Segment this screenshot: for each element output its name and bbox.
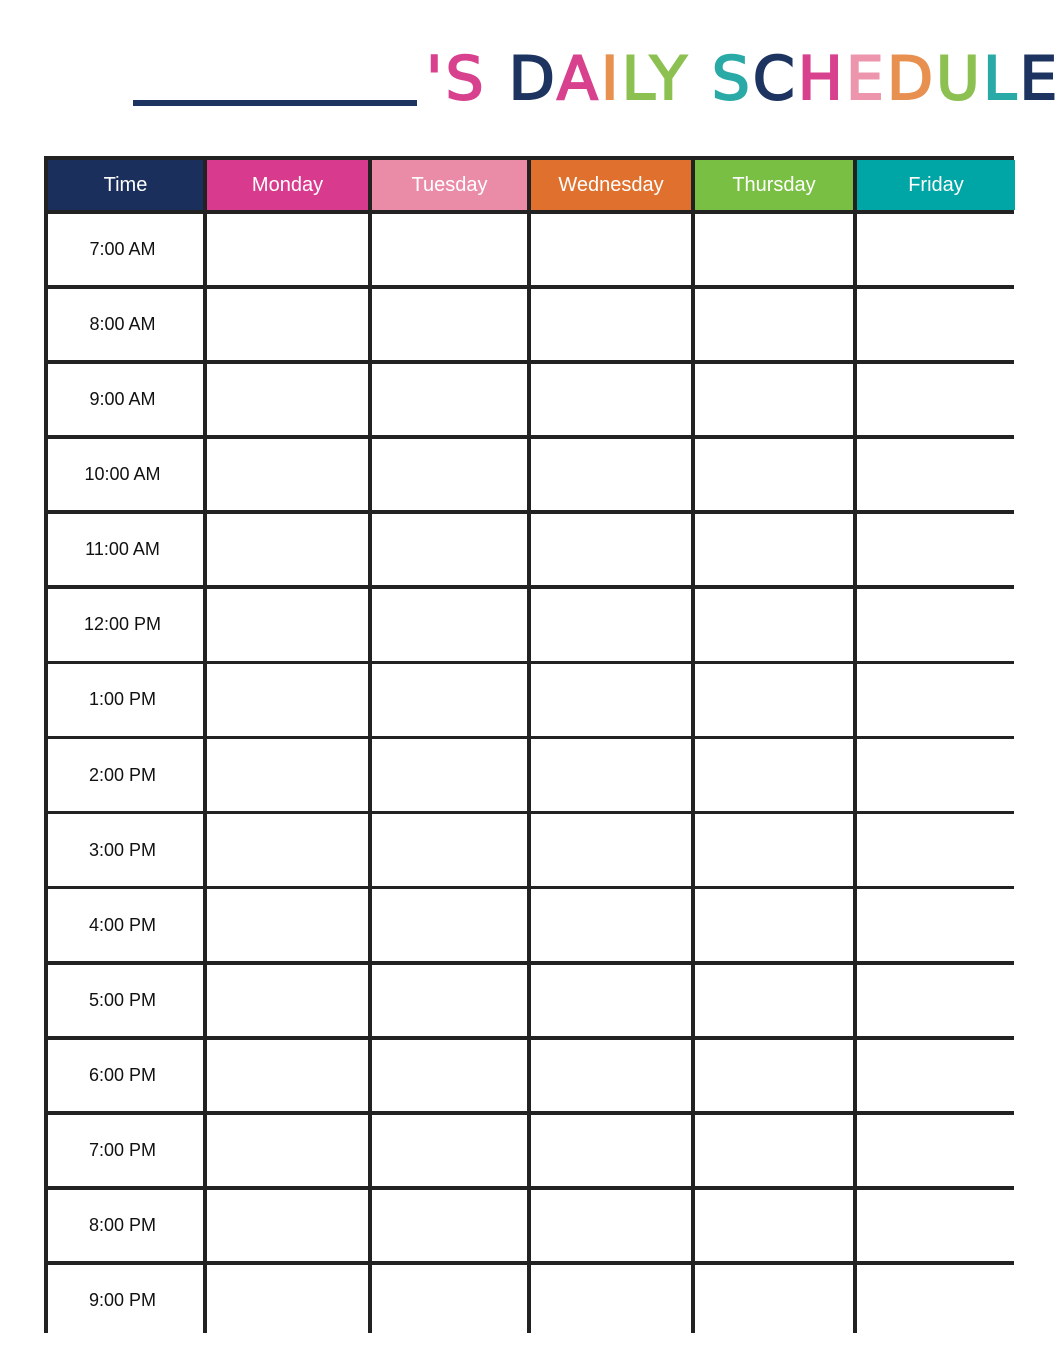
schedule-cell-tuesday[interactable]: [372, 1190, 527, 1262]
schedule-cell-monday[interactable]: [207, 364, 368, 436]
schedule-cell-friday[interactable]: [857, 664, 1015, 736]
schedule-cell-thursday[interactable]: [695, 1265, 853, 1337]
schedule-cell-monday[interactable]: [207, 589, 368, 661]
schedule-cell-tuesday[interactable]: [372, 664, 527, 736]
schedule-cell-thursday[interactable]: [695, 1190, 853, 1262]
schedule-cell-friday[interactable]: [857, 1115, 1015, 1187]
schedule-cell-thursday[interactable]: [695, 589, 853, 661]
title-letter: L: [982, 44, 1020, 114]
schedule-table: [44, 156, 1014, 1333]
time-label: 9:00 AM: [48, 364, 203, 436]
schedule-cell-tuesday[interactable]: [372, 739, 527, 811]
schedule-cell-wednesday[interactable]: [531, 1190, 691, 1262]
schedule-cell-wednesday[interactable]: [531, 214, 691, 286]
schedule-cell-thursday[interactable]: [695, 364, 853, 436]
schedule-cell-friday[interactable]: [857, 1040, 1015, 1112]
title-letter: D: [508, 44, 557, 114]
schedule-cell-wednesday[interactable]: [531, 814, 691, 886]
schedule-cell-thursday[interactable]: [695, 439, 853, 511]
title-letter: D: [886, 44, 937, 114]
title-letter: Y: [650, 44, 690, 114]
schedule-cell-friday[interactable]: [857, 889, 1015, 961]
schedule-cell-tuesday[interactable]: [372, 289, 527, 361]
time-label: 9:00 PM: [48, 1265, 203, 1337]
title-letter: [487, 44, 509, 114]
title-letter: L: [621, 44, 651, 114]
time-label: 6:00 PM: [48, 1040, 203, 1112]
schedule-cell-wednesday[interactable]: [531, 589, 691, 661]
schedule-cell-friday[interactable]: [857, 814, 1015, 886]
schedule-cell-friday[interactable]: [857, 289, 1015, 361]
header-wednesday: Wednesday: [531, 160, 691, 210]
schedule-cell-monday[interactable]: [207, 664, 368, 736]
title-letter: H: [797, 44, 846, 114]
schedule-cell-tuesday[interactable]: [372, 1115, 527, 1187]
schedule-cell-wednesday[interactable]: [531, 364, 691, 436]
time-label: 12:00 PM: [48, 589, 203, 661]
schedule-cell-tuesday[interactable]: [372, 439, 527, 511]
time-label: 1:00 PM: [48, 664, 203, 736]
time-label: 10:00 AM: [48, 439, 203, 511]
title-letter: S: [711, 44, 753, 114]
title-letter: U: [936, 44, 983, 114]
page-title: [426, 44, 1060, 114]
schedule-cell-thursday[interactable]: [695, 514, 853, 586]
schedule-cell-wednesday[interactable]: [531, 1040, 691, 1112]
schedule-cell-tuesday[interactable]: [372, 514, 527, 586]
title-letter: S: [445, 44, 487, 114]
schedule-cell-thursday[interactable]: [695, 664, 853, 736]
schedule-cell-monday[interactable]: [207, 289, 368, 361]
schedule-cell-monday[interactable]: [207, 439, 368, 511]
time-label: 7:00 AM: [48, 214, 203, 286]
time-label: 7:00 PM: [48, 1115, 203, 1187]
schedule-cell-thursday[interactable]: [695, 214, 853, 286]
header-tuesday: Tuesday: [372, 160, 527, 210]
title-letter: E: [845, 44, 887, 114]
schedule-cell-wednesday[interactable]: [531, 514, 691, 586]
time-label: 4:00 PM: [48, 889, 203, 961]
schedule-cell-monday[interactable]: [207, 1190, 368, 1262]
title-letter: I: [600, 44, 622, 114]
header-thursday: Thursday: [695, 160, 853, 210]
time-label: 3:00 PM: [48, 814, 203, 886]
header-time: Time: [48, 160, 203, 210]
schedule-cell-monday[interactable]: [207, 1115, 368, 1187]
schedule-cell-thursday[interactable]: [695, 289, 853, 361]
header-friday: Friday: [857, 160, 1015, 210]
schedule-cell-thursday[interactable]: [695, 1115, 853, 1187]
schedule-cell-friday[interactable]: [857, 965, 1015, 1037]
schedule-cell-friday[interactable]: [857, 364, 1015, 436]
schedule-cell-monday[interactable]: [207, 514, 368, 586]
schedule-cell-monday[interactable]: [207, 739, 368, 811]
schedule-cell-wednesday[interactable]: [531, 439, 691, 511]
time-label: 2:00 PM: [48, 739, 203, 811]
title-letter: C: [752, 44, 798, 114]
schedule-cell-wednesday[interactable]: [531, 664, 691, 736]
schedule-cell-friday[interactable]: [857, 589, 1015, 661]
schedule-cell-tuesday[interactable]: [372, 889, 527, 961]
title-letter: E: [1019, 44, 1060, 114]
schedule-cell-thursday[interactable]: [695, 965, 853, 1037]
schedule-cell-monday[interactable]: [207, 814, 368, 886]
schedule-cell-friday[interactable]: [857, 1190, 1015, 1262]
schedule-cell-tuesday[interactable]: [372, 814, 527, 886]
schedule-cell-thursday[interactable]: [695, 889, 853, 961]
schedule-cell-tuesday[interactable]: [372, 1040, 527, 1112]
schedule-cell-tuesday[interactable]: [372, 214, 527, 286]
schedule-cell-tuesday[interactable]: [372, 1265, 527, 1337]
schedule-cell-wednesday[interactable]: [531, 1115, 691, 1187]
title-letter: [690, 44, 712, 114]
schedule-cell-friday[interactable]: [857, 514, 1015, 586]
title-letter: ': [426, 44, 446, 114]
name-blank-line[interactable]: [133, 100, 417, 106]
time-label: 8:00 AM: [48, 289, 203, 361]
schedule-cell-monday[interactable]: [207, 889, 368, 961]
schedule-cell-friday[interactable]: [857, 1265, 1015, 1337]
schedule-cell-friday[interactable]: [857, 439, 1015, 511]
schedule-cell-tuesday[interactable]: [372, 364, 527, 436]
schedule-cell-monday[interactable]: [207, 214, 368, 286]
schedule-cell-thursday[interactable]: [695, 739, 853, 811]
time-label: 8:00 PM: [48, 1190, 203, 1262]
time-label: 5:00 PM: [48, 965, 203, 1037]
schedule-cell-monday[interactable]: [207, 965, 368, 1037]
schedule-cell-friday[interactable]: [857, 739, 1015, 811]
schedule-cell-tuesday[interactable]: [372, 589, 527, 661]
schedule-cell-thursday[interactable]: [695, 814, 853, 886]
schedule-cell-wednesday[interactable]: [531, 289, 691, 361]
schedule-cell-wednesday[interactable]: [531, 739, 691, 811]
schedule-cell-wednesday[interactable]: [531, 1265, 691, 1337]
schedule-cell-thursday[interactable]: [695, 1040, 853, 1112]
schedule-cell-tuesday[interactable]: [372, 965, 527, 1037]
schedule-cell-friday[interactable]: [857, 214, 1015, 286]
schedule-cell-wednesday[interactable]: [531, 965, 691, 1037]
schedule-cell-wednesday[interactable]: [531, 889, 691, 961]
time-label: 11:00 AM: [48, 514, 203, 586]
schedule-cell-monday[interactable]: [207, 1265, 368, 1337]
header-monday: Monday: [207, 160, 368, 210]
title-letter: A: [556, 44, 601, 114]
schedule-cell-monday[interactable]: [207, 1040, 368, 1112]
